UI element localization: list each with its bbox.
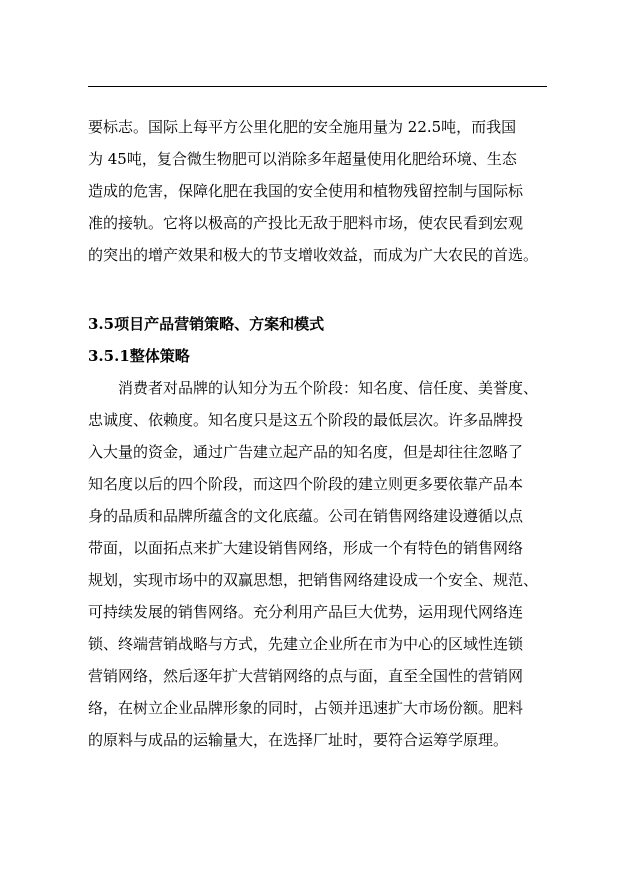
text-line: 要标志。国际上每平方公里化肥的安全施用量为 22.5吨，而我国 [88,118,517,136]
text-line: 络，在树立企业品牌形象的同时，占领并迅速扩大市场份额。肥料 [88,699,524,717]
text-line: 准的接轨。它将以极高的产投比无敌于肥料市场，使农民看到宏观 [88,214,524,232]
section-title: 3.5项目产品营销策略、方案和模式 [88,315,325,333]
text-line: 营销网络，然后逐年扩大营销网络的点与面，直至全国性的营销网 [88,667,524,685]
text-line: 的突出的增产效果和极大的节支增收效益，而成为广大农民的首选。 [88,246,539,264]
text-line: 锁、终端营销战略与方式，先建立企业所在市为中心的区域性连锁 [88,635,524,653]
text-line: 规划，实现市场中的双赢思想，把销售网络建设成一个安全、规范、 [88,571,539,589]
text-line: 入大量的资金，通过广告建立起产品的知名度，但是却往往忽略了 [88,443,524,461]
text-line: 带面，以面拓点来扩大建设销售网络，形成一个有特色的销售网络 [88,539,524,557]
text-line: 造成的危害，保障化肥在我国的安全使用和植物残留控制与国际标 [88,182,524,200]
text-line: 为 45吨，复合微生物肥可以消除多年超量使用化肥给环境、生态 [88,150,517,168]
text-line: 忠诚度、依赖度。知名度只是这五个阶段的最低层次。许多品牌投 [88,411,524,429]
text-line: 知名度以后的四个阶段，而这四个阶段的建立则更多要依靠产品本 [88,475,524,493]
subsection-title: 3.5.1整体策略 [88,347,190,365]
text-line: 可持续发展的销售网络。充分利用产品巨大优势，运用现代网络连 [88,603,524,621]
text-line: 消费者对品牌的认知分为五个阶段：知名度、信任度、美誉度、 [118,379,539,397]
text-line: 的原料与成品的运输量大，在选择厂址时，要符合运筹学原理。 [88,731,509,749]
header-rule [88,86,547,87]
text-line: 身的品质和品牌所蕴含的文化底蕴。公司在销售网络建设遵循以点 [88,507,524,525]
